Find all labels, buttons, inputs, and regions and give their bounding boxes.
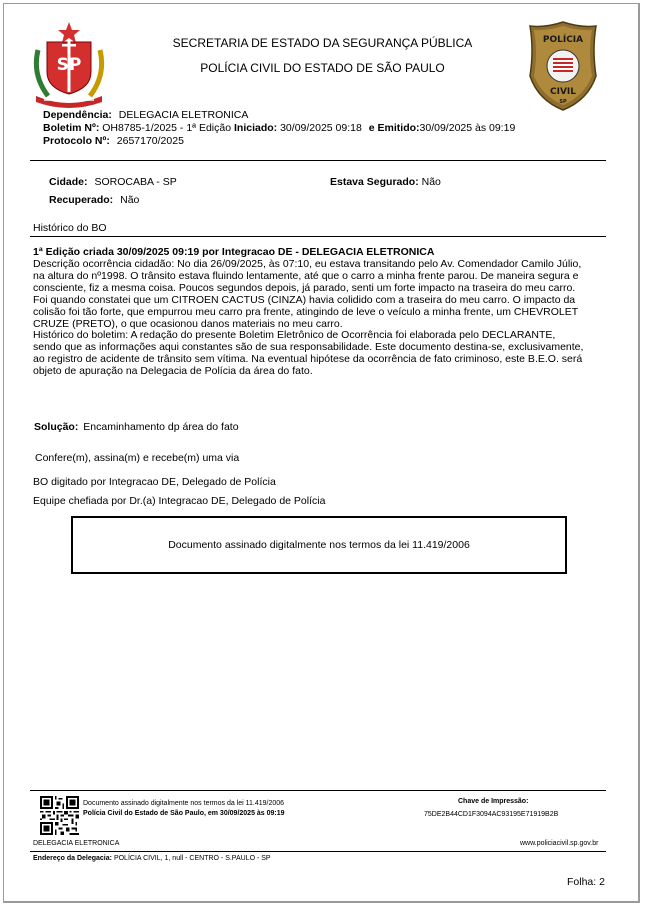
footer-signed-line1: Documento assinado digitalmente nos termos da lei 11.419/2006 (83, 800, 285, 807)
iniciado-value: 30/09/2025 09:18 (280, 122, 362, 134)
historico-line: objeto de apuração na Delegacia de Polícia da área do fato. (33, 365, 313, 378)
footer-chave-label: Chave de Impressão: (458, 798, 529, 805)
solucao-label: Solução: (34, 421, 79, 433)
info-recuperado (49, 194, 139, 206)
divider (30, 236, 606, 237)
boletim-label: Boletim Nº: (43, 122, 100, 134)
dependencia-label: Dependência: (43, 109, 112, 121)
historico-line: Histórico do boletim: A redação do presente Boletim Eletrônico de Ocorrência foi elaborada pelo DECLARANTE, (33, 329, 556, 342)
recuperado-label: Recuperado: (49, 194, 114, 206)
badge-text-policia: POLÍCIA (542, 35, 584, 45)
emitido-label: e Emitido: (368, 122, 420, 134)
segurado-label: Estava Segurado: (330, 176, 419, 188)
cidade-value: SOROCABA - SP (94, 176, 177, 188)
footer-chave-value: 75DE2B44CD1F3094AC93195E71919B2B (424, 811, 559, 818)
footer-site-link[interactable]: www.policiacivil.sp.gov.br (520, 840, 599, 847)
footer-signed-line2: Polícia Civil do Estado de São Paulo, em 30/09/2025 às 09:19 (83, 809, 285, 817)
footer-endereco-value: POLÍCIA CIVIL, 1, null - CENTRO - S.PAULO - SP (113, 855, 271, 862)
protocolo-label: Protocolo Nº: (43, 135, 110, 147)
footer-endereco (33, 855, 271, 862)
historico-line: colisão foi tão forte, que empurrou meu carro pra frente, atingindo de leve o veículo a minha frente, um CHEVROLET (33, 305, 579, 318)
iniciado-label: Iniciado: (234, 122, 278, 134)
footer-delegacia: DELEGACIA ELETRONICA (33, 840, 120, 847)
qr-code-icon (40, 796, 79, 835)
meta-boletim (43, 122, 515, 135)
seal-letters: SP (56, 55, 82, 75)
info-segurado (330, 176, 441, 188)
signature-box-text: Documento assinado digitalmente nos termos da lei 11.419/2006 (168, 539, 470, 551)
equipe-text: Equipe chefiada por Dr.(a) Integracao DE, Delegado de Polícia (33, 495, 326, 507)
header-title-policia: POLÍCIA CIVIL DO ESTADO DE SÃO PAULO (200, 61, 445, 75)
confere-text: Confere(m), assina(m) e recebe(m) uma via (35, 452, 240, 464)
historico-line: sendo que as informações aqui constantes são de sua responsabilidade. Este documento destina-se, exclusivamente, (33, 341, 584, 354)
header-title-secretaria: SECRETARIA DE ESTADO DA SEGURANÇA PÚBLICA (172, 36, 473, 50)
historico-line: Foi quando constatei que um CITROEN CACTUS (CINZA) havia colidido com a traseira do meu carro. O impacto da (33, 293, 576, 306)
policia-civil-badge-icon (526, 20, 600, 112)
badge-text-civil: CIVIL (549, 87, 577, 97)
dependencia-value: DELEGACIA ELETRONICA (118, 109, 249, 121)
meta-protocolo (43, 135, 184, 148)
solucao (34, 421, 239, 433)
footer-signed-info (83, 799, 285, 818)
divider (30, 160, 606, 161)
historico-line: consciente, fiz a mesma coisa. Poucos segundos depois, já parado, senti um forte impacto na traseira do meu carro. (33, 281, 576, 294)
info-cidade (49, 176, 177, 188)
historico-line: CRUZE (PRETO), o que ocasionou danos materiais no meu carro. (33, 317, 343, 330)
footer-divider (30, 790, 606, 791)
solucao-value: Encaminhamento dp área do fato (83, 421, 239, 433)
boletim-value: OH8785-1/2025 - 1ª Edição (102, 122, 232, 134)
historico-text (33, 259, 609, 378)
footer-divider (30, 851, 606, 852)
historico-line: Descrição ocorrência cidadão: No dia 26/09/2025, às 07:10, eu estava transitando pelo Av. Comendador Camilo Júlio, (33, 258, 582, 270)
historico-line: na altura do nº1998. O trânsito estava fluindo lentamente, até que o carro a minha frente parou. De maneira segura e (33, 269, 579, 282)
historico-line: ao registro de acidente de trânsito sem vítima. Na eventual hipótese da ocorrência de fato criminoso, este B.E.O. será (33, 353, 583, 366)
meta-dependencia (43, 109, 248, 122)
protocolo-value: 2657170/2025 (116, 135, 184, 147)
section-title-historico: Histórico do BO (33, 222, 107, 234)
edicao-heading: 1ª Edição criada 30/09/2025 09:19 por Integracao DE - DELEGACIA ELETRONICA (33, 246, 435, 258)
segurado-value: Não (421, 176, 441, 188)
digitado-text: BO digitado por Integracao DE, Delegado de Polícia (33, 476, 276, 488)
badge-text-sp: SP (559, 99, 567, 105)
digital-signature-box (71, 516, 567, 574)
page-number: Folha: 2 (567, 876, 605, 888)
recuperado-value: Não (120, 194, 140, 206)
footer-endereco-label: Endereço da Delegacia: (33, 855, 112, 862)
cidade-label: Cidade: (49, 176, 88, 188)
emitido-value: 30/09/2025 às 09:19 (419, 122, 516, 134)
